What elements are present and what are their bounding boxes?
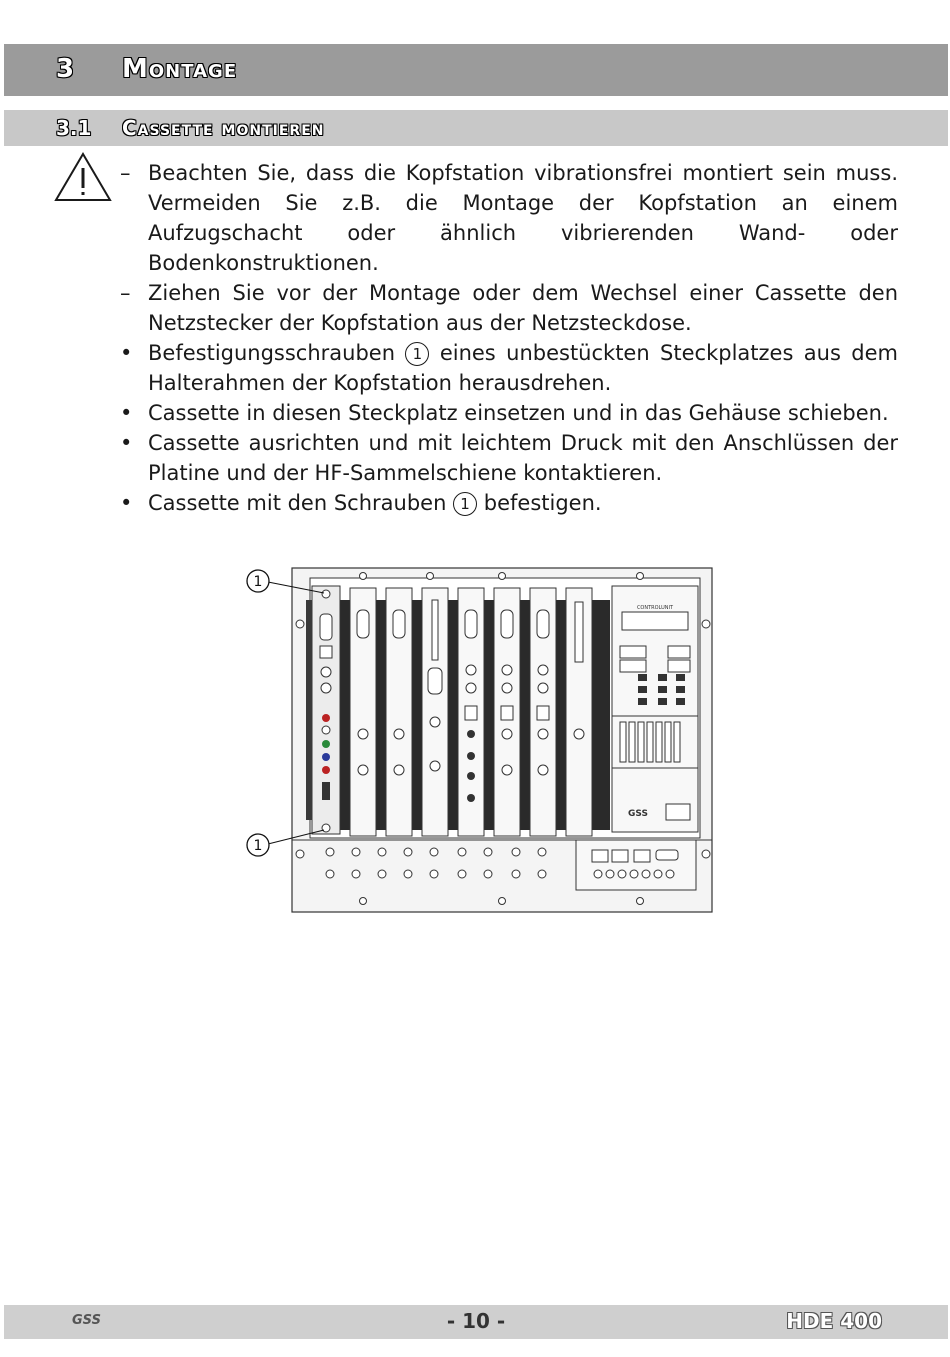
step-text: befestigen.: [483, 491, 602, 515]
warning-icon: [54, 152, 112, 202]
chapter-title: Montage: [122, 54, 238, 84]
step-text: Cassette in diesen Steckplatz einsetzen und in das Gehäuse schieben.: [148, 401, 889, 425]
step-text: eines unbestückten Steckplatzes aus dem Halterahmen der Kopfstation herausdrehen.: [148, 341, 898, 395]
callout-top-label: 1: [253, 574, 263, 590]
step-item: • Cassette ausrichten und mit leichtem Druck mit den Anschlüssen der Platine und der HF-Sammelschiene kontaktieren.: [120, 431, 898, 485]
step-text: Befestigungsschrauben: [148, 341, 396, 365]
chapter-header: [4, 44, 948, 96]
mounted-cassette: [306, 586, 340, 834]
brand-label: GSS: [628, 809, 648, 819]
warning-text: Ziehen Sie vor der Montage oder dem Wechsel einer Cassette den Netzstecker der Kopfstation aus der Netzsteckdose.: [148, 281, 898, 335]
step-item: • Cassette in diesen Steckplatz einsetzen und in das Gehäuse schieben.: [120, 401, 889, 425]
step-item: • Befestigungsschrauben 1 eines unbestückten Steckplatzes aus dem Halterahmen der Kopfstation herausdrehen.: [120, 341, 898, 395]
callout-marker: 1: [453, 492, 477, 516]
callout-bottom-label: 1: [253, 838, 263, 854]
gss-logo: GSS: [72, 1313, 101, 1328]
step-text: Cassette ausrichten und mit leichtem Druck mit den Anschlüssen der Platine und der HF-Sammelschiene kontaktieren.: [148, 431, 898, 485]
step-text: Cassette mit den Schrauben: [148, 491, 447, 515]
section-number: 3.1: [56, 116, 92, 140]
headend-figure: [240, 560, 720, 920]
step-item: • Cassette mit den Schrauben 1 befestigen.: [120, 491, 602, 515]
warning-item: – Beachten Sie, dass die Kopfstation vibrationsfrei montiert sein muss. Vermeiden Sie z.B. die Montage der Kopfstation an einem Aufzugschacht oder ähnlich vibrierenden Wand- oder Bodenkonstruktionen.: [120, 161, 898, 275]
section-title: Cassette montieren: [122, 116, 325, 140]
control-unit-label: CONTROLUNIT: [636, 605, 674, 611]
step-list: [118, 338, 898, 518]
model-name: HDE 400: [786, 1309, 882, 1333]
callout-marker: 1: [405, 342, 429, 366]
section-header: [4, 110, 948, 146]
warning-text: Beachten Sie, dass die Kopfstation vibrationsfrei montiert sein muss. Vermeiden Sie z.B. die Montage der Kopfstation an einem Aufzugschacht oder ähnlich vibrierenden Wand- oder Bodenkonstruktionen.: [148, 161, 898, 275]
warning-list: [118, 158, 898, 338]
control-unit: [612, 586, 698, 832]
chapter-number: 3: [56, 54, 75, 84]
page-number: - 10 -: [446, 1309, 506, 1333]
warning-item: – Ziehen Sie vor der Montage oder dem Wechsel einer Cassette den Netzstecker der Kopfstation aus der Netzsteckdose.: [120, 281, 898, 335]
interface-panel: [576, 840, 696, 890]
page-footer: [4, 1305, 948, 1339]
